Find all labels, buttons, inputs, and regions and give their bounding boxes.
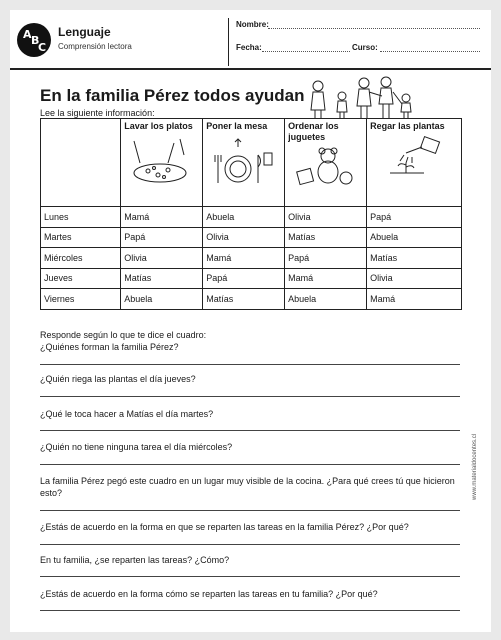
course-label: Curso: (352, 43, 378, 52)
question-4: ¿Quién no tiene ninguna tarea el día miércoles? (40, 442, 233, 452)
date-label: Fecha: (236, 43, 262, 52)
table-cell: Olivia (367, 268, 462, 289)
header-rule (10, 68, 491, 70)
day-cell: Miércoles (41, 248, 121, 269)
abc-logo-icon: A B C (17, 23, 51, 57)
answer-line-2[interactable] (40, 396, 460, 397)
table-cell: Abuela (121, 289, 203, 310)
column-header: Ordenar los juguetes (285, 119, 367, 207)
table-cell: Matías (203, 289, 285, 310)
table-row (41, 227, 462, 248)
answer-line-8[interactable] (40, 610, 460, 611)
question-2: ¿Quién riega las plantas el día jueves? (40, 374, 196, 384)
question-5: La familia Pérez pegó este cuadro en un lugar muy visible de la cocina. ¿Para qué crees tú que hicieron esto? (40, 476, 455, 498)
questions-intro: Responde según lo que te dice el cuadro: (40, 330, 207, 340)
table-cell: Papá (203, 268, 285, 289)
table-row (41, 268, 462, 289)
table-header-row (41, 119, 462, 207)
answer-line-3[interactable] (40, 430, 460, 431)
table-cell: Abuela (285, 289, 367, 310)
chores-table (40, 118, 462, 310)
question-6: ¿Estás de acuerdo en la forma en que se reparten las tareas en la familia Pérez? ¿Por qué? (40, 522, 409, 532)
answer-line-7[interactable] (40, 576, 460, 577)
toys-icon (288, 146, 360, 186)
table-corner-cell (41, 119, 121, 207)
table-cell: Papá (121, 227, 203, 248)
question-7: En tu familia, ¿se reparten las tareas? ¿Cómo? (40, 555, 230, 565)
course-field[interactable] (380, 51, 480, 52)
question-3: ¿Qué le toca hacer a Matías el día martes? (40, 409, 214, 419)
table-cell: Abuela (203, 207, 285, 228)
header-divider (228, 18, 229, 66)
table-cell: Matías (285, 227, 367, 248)
day-cell: Lunes (41, 207, 121, 228)
table-cell: Matías (121, 268, 203, 289)
answer-line-1[interactable] (40, 364, 460, 365)
column-header: Regar las plantas (367, 119, 462, 207)
instruction-text: Lee la siguiente información: (40, 108, 155, 118)
question-1: ¿Quiénes forman la familia Pérez? (40, 342, 179, 352)
table-cell: Mamá (367, 289, 462, 310)
answer-line-6[interactable] (40, 544, 460, 545)
side-credit: www.materialdocentes.cl (472, 433, 478, 500)
table-cell: Abuela (367, 227, 462, 248)
watering-can-icon (370, 135, 454, 175)
answer-line-5[interactable] (40, 510, 460, 511)
answer-line-4[interactable] (40, 464, 460, 465)
day-cell: Viernes (41, 289, 121, 310)
name-label: Nombre: (236, 20, 269, 29)
worksheet (10, 10, 491, 632)
family-illustration-icon (306, 76, 418, 120)
column-header: Poner la mesa (203, 119, 285, 207)
table-setting-icon (206, 135, 278, 187)
table-cell: Olivia (285, 207, 367, 228)
dishes-icon (124, 135, 196, 187)
table-cell: Mamá (121, 207, 203, 228)
day-cell: Martes (41, 227, 121, 248)
table-cell: Papá (285, 248, 367, 269)
table-cell: Olivia (121, 248, 203, 269)
page-title: En la familia Pérez todos ayudan (40, 86, 305, 105)
table-row (41, 207, 462, 228)
column-header: Lavar los platos (121, 119, 203, 207)
table-cell: Matías (367, 248, 462, 269)
table-cell: Olivia (203, 227, 285, 248)
date-field[interactable] (262, 51, 350, 52)
subject-subtitle: Comprensión lectora (58, 42, 132, 51)
name-field[interactable] (268, 28, 480, 29)
table-cell: Mamá (203, 248, 285, 269)
table-row (41, 248, 462, 269)
question-8: ¿Estás de acuerdo en la forma cómo se reparten las tareas en tu familia? ¿Por qué? (40, 589, 378, 599)
table-cell: Mamá (285, 268, 367, 289)
table-cell: Papá (367, 207, 462, 228)
day-cell: Jueves (41, 268, 121, 289)
subject-title: Lenguaje (58, 25, 111, 39)
table-row (41, 289, 462, 310)
